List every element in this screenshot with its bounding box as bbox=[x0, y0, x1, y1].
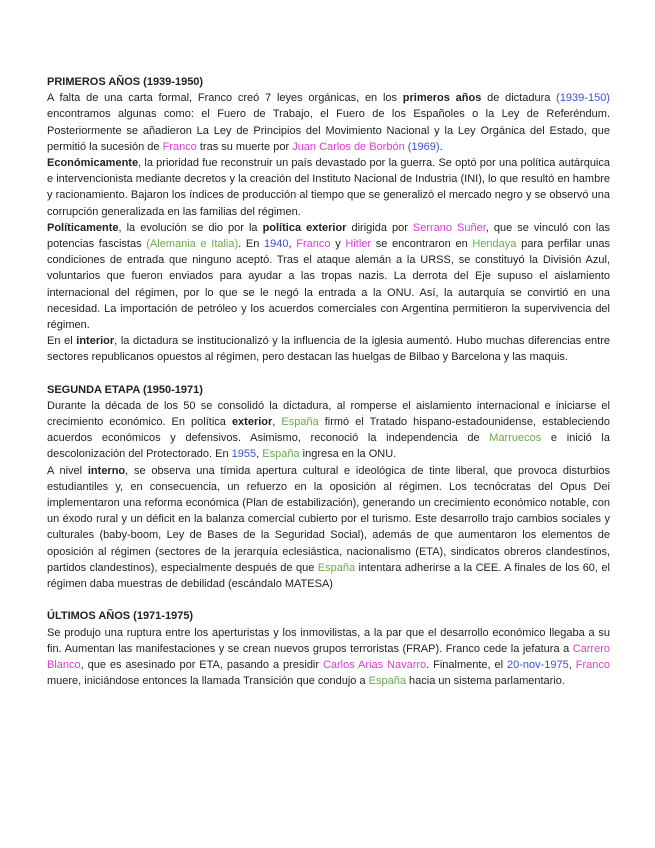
bold-term: exterior bbox=[231, 416, 273, 429]
place-highlight: Marruecos bbox=[489, 432, 542, 445]
text: dirigida por bbox=[346, 221, 413, 234]
date-highlight: 1940 bbox=[264, 238, 289, 251]
text: y bbox=[330, 238, 346, 251]
place-highlight: España bbox=[262, 448, 300, 461]
bold-term: política exterior bbox=[262, 221, 347, 234]
paragraph bbox=[47, 625, 610, 690]
text: , bbox=[288, 238, 297, 251]
text: muere, iniciándose entonces la llamada Transición que condujo a bbox=[47, 675, 369, 688]
text: Se produjo una ruptura entre los aperturistas y los inmovilistas, a la par que el desarrollo económico llegaba a su fin. Aumentan las manifestaciones y se crean nuevos grupos terroristas (FRAP). Franco cede la jefatura a bbox=[47, 626, 610, 655]
place-highlight: España bbox=[281, 416, 319, 429]
person-highlight: Franco bbox=[296, 238, 331, 251]
text: intentara adherirse a la CEE. A finales de los 60, el régimen daba muestras de debilidad (escándalo MATESA) bbox=[47, 561, 610, 591]
text: A falta de una carta formal, Franco creó 7 leyes orgánicas, en los bbox=[47, 92, 403, 105]
text: , la dictadura se institucionalizó y la influencia de la iglesia aumentó. Hubo muchas diferencias entre sectores republicanos opuestos al régimen, pero destacan las huelgas de Bilbao y Barcelona y las maquis. bbox=[47, 335, 610, 364]
text: En el bbox=[47, 335, 77, 348]
text: , que es asesinado por ETA, pasando a presidir bbox=[80, 658, 323, 671]
bold-term: Económicamente bbox=[47, 157, 139, 170]
date-highlight: 1955 bbox=[231, 448, 257, 461]
paragraph bbox=[47, 463, 610, 593]
text: se encontraron en bbox=[371, 238, 473, 251]
bold-term: Políticamente bbox=[47, 221, 119, 234]
paragraph bbox=[47, 333, 610, 365]
person-highlight: Franco bbox=[575, 658, 610, 671]
text: , bbox=[256, 448, 263, 461]
place-highlight: (Alemania e Italia) bbox=[146, 238, 239, 251]
section-segunda-etapa bbox=[47, 382, 610, 593]
bold-term: primeros años bbox=[402, 92, 482, 105]
text: encontramos algunas como: el Fuero de Trabajo, el Fuero de los Españoles o la Ley de Referéndum. Posteriormente se añadieron La Ley de Principios del Movimiento Nacional y la Ley Orgánica del Estado, que permitió la sucesión de bbox=[47, 108, 610, 153]
section-heading: ÚLTIMOS AÑOS (1971-1975) bbox=[47, 610, 194, 623]
text: . bbox=[439, 140, 443, 153]
place-highlight: España bbox=[317, 561, 356, 574]
text: ingresa en la ONU. bbox=[299, 448, 397, 461]
text: tras su muerte por bbox=[196, 140, 293, 153]
paragraph bbox=[47, 155, 610, 220]
person-highlight: Franco bbox=[162, 140, 197, 153]
section-primeros-anos bbox=[47, 74, 610, 366]
paragraph bbox=[47, 220, 610, 333]
text: , bbox=[272, 416, 282, 429]
date-highlight: (1939-150) bbox=[556, 92, 610, 105]
text: , bbox=[568, 658, 576, 671]
paragraph bbox=[47, 398, 610, 463]
person-highlight: Serrano Suñer bbox=[412, 221, 486, 234]
person-highlight: Hitler bbox=[345, 238, 372, 251]
document-page bbox=[47, 74, 610, 705]
paragraph bbox=[47, 90, 610, 155]
text: hacia un sistema parlamentario. bbox=[405, 675, 565, 688]
text: , la prioridad fue reconstruir un país devastado por la guerra. Se optó por una política autárquica e intervencionista mediante decretos y la creación del Instituto Nacional de Industria (INI), lo que resultó en hambre y racionamiento. Bajaron los índices de producción al tiempo que se generalizó el mercado negro y se observó una corrupción generalizada en las familias del régimen. bbox=[47, 157, 610, 218]
place-highlight: España bbox=[368, 675, 406, 688]
text: para perfilar unas condiciones de entrada que ninguno aceptó. Tras el ataque alemán a la URSS, se constituyó la División Azul, voluntarios que fueron enviados para ayudar a las tropas nazis. La derrota del Eje supuso el aislamiento internacional del régimen, por lo que se le negó la entrada a la ONU. Así, la autarquía se convirtió en una necesidad. La importación de petróleo y los acuerdos comerciales con Argentina permitieron la supervivencia del régimen. bbox=[47, 238, 610, 332]
section-heading: SEGUNDA ETAPA (1950-1971) bbox=[47, 383, 203, 396]
text: Durante la década de los 50 se consolidó la dictadura, al romperse el aislamiento internacional e iniciarse el crecimiento económico. En política bbox=[47, 399, 610, 429]
text: , la evolución se dio por la bbox=[118, 221, 263, 234]
section-ultimos-anos bbox=[47, 608, 610, 689]
text: firmó el Tratado hispano-estadounidense, estableciendo acuerdos económicos y defensivos. Asimismo, reconoció la independencia de bbox=[47, 416, 610, 445]
text: , que se vinculó con las potencias fascistas bbox=[47, 221, 610, 251]
person-highlight: Juan Carlos de Borbón bbox=[292, 140, 405, 153]
section-heading: PRIMEROS AÑOS (1939-1950) bbox=[47, 76, 204, 88]
text: A nivel bbox=[47, 464, 88, 477]
place-highlight: Hendaya bbox=[472, 238, 517, 251]
text: e inició la descolonización del Protectorado. En bbox=[47, 432, 610, 461]
person-highlight: Carrero Blanco bbox=[47, 642, 610, 671]
text: de dictadura bbox=[481, 92, 557, 105]
text: , se observa una tímida apertura cultural e ideológica de tinte liberal, que provoca disturbios estudiantiles y, en consecuencia, un refuerzo en la oposición al régimen. Los tecnócratas del Opus Dei implementaron una reforma económica (Plan de estabilización), generando un crecimiento económico notable, con un éxodo rural y un déficit en la balanza comercial cubierto por el turismo. Este desarrollo trajo cambios sociales y culturales (baby-boom, Ley de Bases de la Seguridad Social), además de que aumentaron los elementos de oposición al régimen (sectores de la jerarquía eclesiástica, nacionalismo (ETA), sindicatos obreros clandestinos, partidos clandestinos), especialmente después de que bbox=[47, 464, 610, 574]
bold-term: interior bbox=[76, 335, 115, 348]
bold-term: interno bbox=[87, 464, 126, 477]
text: . Finalmente, el bbox=[426, 658, 507, 671]
date-highlight: 20-nov-1975 bbox=[506, 658, 569, 671]
text: . En bbox=[238, 238, 265, 251]
person-highlight: Carlos Arias Navarro bbox=[322, 658, 427, 671]
date-highlight: (1969) bbox=[407, 140, 440, 153]
